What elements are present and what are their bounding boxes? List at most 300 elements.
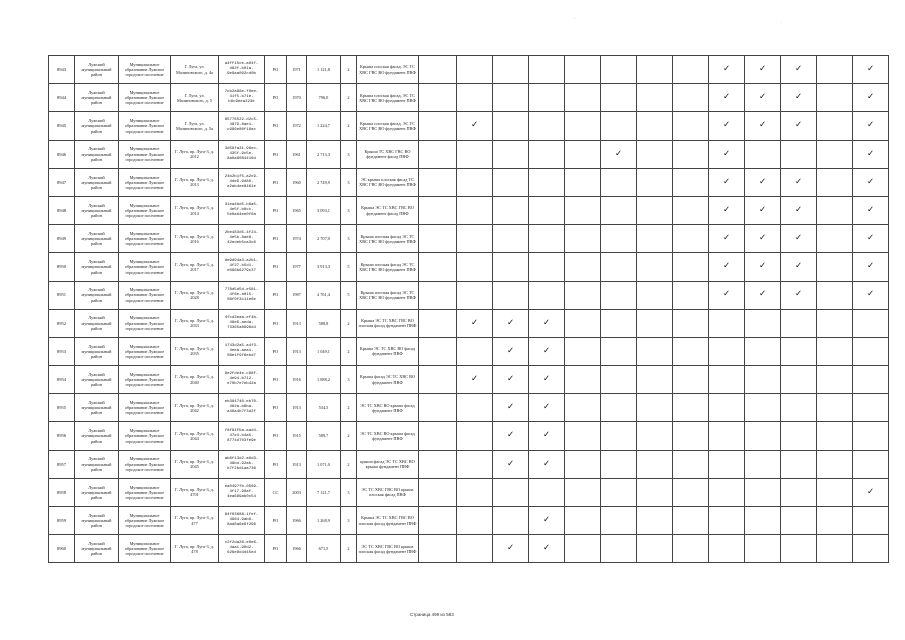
area-cell: 1 121,8 bbox=[307, 56, 341, 84]
row-number: 8947 bbox=[49, 168, 75, 196]
checkmark-cell bbox=[565, 422, 601, 450]
table-row bbox=[49, 225, 889, 253]
floors-cell: 2 bbox=[341, 112, 357, 140]
building-id-cell: de9d94a3-a2b1-4f27-b5d1-e086b6279c37 bbox=[219, 253, 265, 281]
works-list-cell: ЭС ТС ХВС ГВС ВО крыша плоская фасад фундамент ПВФ bbox=[357, 535, 419, 563]
build-year-cell: 1915 bbox=[287, 422, 307, 450]
building-id-cell: a4ff15ce-a04f-482f-b01a-9e9aa092cd0b bbox=[219, 56, 265, 84]
fund-form-cell: РО bbox=[265, 281, 287, 309]
table-row bbox=[49, 450, 889, 478]
row-number: 8946 bbox=[49, 140, 75, 168]
floors-cell: 5 bbox=[341, 253, 357, 281]
build-year-cell: 1974 bbox=[287, 225, 307, 253]
area-cell: 671,5 bbox=[307, 535, 341, 563]
checkmark-cell: ✓ bbox=[853, 253, 889, 281]
build-year-cell: 1966 bbox=[287, 507, 307, 535]
fund-form-cell: РО bbox=[265, 140, 287, 168]
checkmark-cell bbox=[673, 84, 709, 112]
table-row bbox=[49, 196, 889, 224]
checkmark-cell bbox=[673, 366, 709, 394]
checkmark-cell bbox=[637, 253, 673, 281]
area-cell: 589,7 bbox=[307, 422, 341, 450]
fund-form-cell: РО bbox=[265, 366, 287, 394]
checkmark-cell bbox=[565, 84, 601, 112]
build-year-cell: 1961 bbox=[287, 140, 307, 168]
checkmark-cell bbox=[529, 140, 565, 168]
settlement-cell: Муниципальное образование Лужское городское поселение bbox=[119, 168, 171, 196]
checkmark-cell: ✓ bbox=[601, 140, 637, 168]
checkmark-cell bbox=[419, 535, 457, 563]
checkmark-cell bbox=[565, 394, 601, 422]
build-year-cell: 2003 bbox=[287, 478, 307, 506]
checkmark-cell: ✓ bbox=[493, 337, 529, 365]
checkmark-cell bbox=[817, 309, 853, 337]
checkmark-cell bbox=[853, 450, 889, 478]
works-list-cell: Крыша плоская фасад, ЭС ТС ХВС ГВС ВО фундамент ПВФ bbox=[357, 112, 419, 140]
district-cell: Лужский муниципальный район bbox=[75, 168, 119, 196]
checkmark-cell bbox=[745, 394, 781, 422]
floors-cell: 3 bbox=[341, 196, 357, 224]
checkmark-cell bbox=[419, 422, 457, 450]
table-row bbox=[49, 337, 889, 365]
fund-form-cell: РО bbox=[265, 225, 287, 253]
fund-form-cell: РО bbox=[265, 253, 287, 281]
build-year-cell: 1913 bbox=[287, 450, 307, 478]
scan-mark: · bbox=[574, 16, 576, 22]
checkmark-cell bbox=[493, 56, 529, 84]
district-cell: Лужский муниципальный район bbox=[75, 84, 119, 112]
settlement-cell: Муниципальное образование Лужское городское поселение bbox=[119, 112, 171, 140]
checkmark-cell bbox=[565, 225, 601, 253]
table-row bbox=[49, 394, 889, 422]
table-row bbox=[49, 168, 889, 196]
building-id-cell: eb384740-eb70-462a-b6ba-a46a4b7f3d2f bbox=[219, 394, 265, 422]
checkmark-cell bbox=[745, 422, 781, 450]
settlement-cell: Муниципальное образование Лужское городское поселение bbox=[119, 196, 171, 224]
address-cell: Г. Луга, пр. Луга-3, д. 2013 bbox=[171, 168, 219, 196]
registry-table bbox=[48, 55, 889, 563]
checkmark-cell bbox=[745, 309, 781, 337]
checkmark-cell bbox=[853, 309, 889, 337]
row-number: 8954 bbox=[49, 366, 75, 394]
checkmark-cell: ✓ bbox=[709, 56, 745, 84]
checkmark-cell bbox=[673, 450, 709, 478]
checkmark-cell bbox=[637, 112, 673, 140]
checkmark-cell bbox=[745, 140, 781, 168]
checkmark-cell bbox=[817, 394, 853, 422]
checkmark-cell bbox=[781, 394, 817, 422]
checkmark-cell bbox=[709, 394, 745, 422]
checkmark-cell: ✓ bbox=[781, 225, 817, 253]
address-cell: Г. Луга, пр. Луга-3, д. 2016 bbox=[171, 225, 219, 253]
area-cell: 534,5 bbox=[307, 394, 341, 422]
checkmark-cell bbox=[709, 535, 745, 563]
scan-mark: · bbox=[780, 20, 782, 26]
checkmark-cell bbox=[457, 56, 493, 84]
fund-form-cell: РО bbox=[265, 84, 287, 112]
checkmark-cell bbox=[419, 112, 457, 140]
checkmark-cell bbox=[637, 281, 673, 309]
checkmark-cell bbox=[673, 422, 709, 450]
area-cell: 1 224,7 bbox=[307, 112, 341, 140]
checkmark-cell bbox=[673, 168, 709, 196]
works-list-cell: Крыша плоская фасад ЭС ТС ХВС ГВС ВО фундамент ПВФ bbox=[357, 253, 419, 281]
area-cell: 3 913,3 bbox=[307, 253, 341, 281]
checkmark-cell: ✓ bbox=[529, 450, 565, 478]
checkmark-cell bbox=[853, 337, 889, 365]
checkmark-cell bbox=[709, 309, 745, 337]
checkmark-cell bbox=[419, 84, 457, 112]
checkmark-cell bbox=[493, 225, 529, 253]
build-year-cell: 1913 bbox=[287, 337, 307, 365]
settlement-cell: Муниципальное образование Лужское городское поселение bbox=[119, 84, 171, 112]
table-row bbox=[49, 478, 889, 506]
build-year-cell: 1977 bbox=[287, 253, 307, 281]
area-cell: 7 121,7 bbox=[307, 478, 341, 506]
address-cell: Г. Луга, пр. Луга-3, д. 2042 bbox=[171, 394, 219, 422]
floors-cell: 3 bbox=[341, 168, 357, 196]
address-cell: Г. Луга, пр. Луга-3, д. 2017 bbox=[171, 253, 219, 281]
checkmark-cell bbox=[457, 281, 493, 309]
checkmark-cell: ✓ bbox=[853, 168, 889, 196]
checkmark-cell bbox=[457, 478, 493, 506]
checkmark-cell: ✓ bbox=[493, 309, 529, 337]
settlement-cell: Муниципальное образование Лужское городское поселение bbox=[119, 140, 171, 168]
settlement-cell: Муниципальное образование Лужское городское поселение bbox=[119, 253, 171, 281]
checkmark-cell bbox=[565, 56, 601, 84]
checkmark-cell bbox=[419, 168, 457, 196]
settlement-cell: Муниципальное образование Лужское городское поселение bbox=[119, 478, 171, 506]
settlement-cell: Муниципальное образование Лужское городское поселение bbox=[119, 535, 171, 563]
checkmark-cell: ✓ bbox=[529, 366, 565, 394]
build-year-cell: 1970 bbox=[287, 84, 307, 112]
row-number: 8953 bbox=[49, 337, 75, 365]
table-row bbox=[49, 84, 889, 112]
works-list-cell: Крыша фасад ЭС ТС ХВС ВО фундамент ПВФ bbox=[357, 366, 419, 394]
checkmark-cell: ✓ bbox=[745, 253, 781, 281]
checkmark-cell bbox=[709, 478, 745, 506]
building-id-cell: 3d59fa31-96ec-435f-9c5e-8a0a8084416d bbox=[219, 140, 265, 168]
checkmark-cell bbox=[565, 535, 601, 563]
row-number: 8955 bbox=[49, 394, 75, 422]
checkmark-cell bbox=[419, 140, 457, 168]
address-cell: Г. Луга, пр. Луга-3, д. 2045 bbox=[171, 450, 219, 478]
table-row bbox=[49, 366, 889, 394]
checkmark-cell bbox=[493, 253, 529, 281]
checkmark-cell bbox=[493, 478, 529, 506]
row-number: 8951 bbox=[49, 281, 75, 309]
area-cell: 1 049,1 bbox=[307, 337, 341, 365]
checkmark-cell: ✓ bbox=[529, 337, 565, 365]
building-id-cell: 7cb2a96e-f0ee-41f5-b71e-b9c9eea223e bbox=[219, 84, 265, 112]
checkmark-cell bbox=[601, 56, 637, 84]
checkmark-cell: ✓ bbox=[529, 507, 565, 535]
checkmark-cell bbox=[673, 281, 709, 309]
checkmark-cell bbox=[673, 309, 709, 337]
checkmark-cell bbox=[745, 535, 781, 563]
district-cell: Лужский муниципальный район bbox=[75, 281, 119, 309]
checkmark-cell: ✓ bbox=[745, 168, 781, 196]
row-number: 8959 bbox=[49, 507, 75, 535]
checkmark-cell bbox=[745, 450, 781, 478]
checkmark-cell bbox=[529, 478, 565, 506]
checkmark-cell bbox=[817, 450, 853, 478]
checkmark-cell: ✓ bbox=[745, 84, 781, 112]
checkmark-cell bbox=[457, 450, 493, 478]
checkmark-cell: ✓ bbox=[529, 309, 565, 337]
checkmark-cell: ✓ bbox=[709, 225, 745, 253]
checkmark-cell: ✓ bbox=[853, 478, 889, 506]
district-cell: Лужский муниципальный район bbox=[75, 56, 119, 84]
district-cell: Лужский муниципальный район bbox=[75, 309, 119, 337]
works-list-cell: крыша фасад ЭС ТС ХВС ВО крыша фундамент ПВФ bbox=[357, 450, 419, 478]
checkmark-cell bbox=[745, 366, 781, 394]
checkmark-cell bbox=[637, 478, 673, 506]
checkmark-cell bbox=[817, 168, 853, 196]
checkmark-cell: ✓ bbox=[853, 140, 889, 168]
checkmark-cell bbox=[673, 337, 709, 365]
checkmark-cell bbox=[601, 84, 637, 112]
checkmark-cell bbox=[853, 535, 889, 563]
checkmark-cell: ✓ bbox=[529, 535, 565, 563]
checkmark-cell bbox=[565, 253, 601, 281]
checkmark-cell bbox=[493, 196, 529, 224]
address-cell: Г. Луга, пр. Луга-3, д. 2033 bbox=[171, 309, 219, 337]
checkmark-cell bbox=[565, 281, 601, 309]
checkmark-cell: ✓ bbox=[709, 281, 745, 309]
district-cell: Лужский муниципальный район bbox=[75, 422, 119, 450]
checkmark-cell bbox=[419, 253, 457, 281]
checkmark-cell bbox=[817, 84, 853, 112]
address-cell: Г. Луга, пр. Луга-3, д. 4701 bbox=[171, 478, 219, 506]
settlement-cell: Муниципальное образование Лужское городское поселение bbox=[119, 507, 171, 535]
building-id-cell: 24b2b1f5-a2c9-4de9-9d80-e2ab4ee8461e bbox=[219, 168, 265, 196]
building-id-cell: f8f84fba-aad4-47e4-b4a5-8774d703fe9e bbox=[219, 422, 265, 450]
checkmark-cell bbox=[601, 478, 637, 506]
checkmark-cell bbox=[601, 196, 637, 224]
checkmark-cell bbox=[817, 366, 853, 394]
checkmark-cell: ✓ bbox=[781, 281, 817, 309]
district-cell: Лужский муниципальный район bbox=[75, 394, 119, 422]
district-cell: Лужский муниципальный район bbox=[75, 196, 119, 224]
building-id-cell: 31ea4bd5-b6a5-4e5f-b8cc-5e0ab4ee0f6a bbox=[219, 196, 265, 224]
checkmark-cell: ✓ bbox=[853, 84, 889, 112]
building-id-cell: ea0497fb-0569-4f17-90af-4ea689ab0c54 bbox=[219, 478, 265, 506]
checkmark-cell bbox=[673, 535, 709, 563]
checkmark-cell bbox=[637, 56, 673, 84]
works-list-cell: Крыша плоская фасад ЭС ТС ХВС ГВС ВО фундамент ПВФ bbox=[357, 281, 419, 309]
checkmark-cell bbox=[637, 422, 673, 450]
building-id-cell: 84f03688-1fef-4964-9ab6-8ad8a6e6f296 bbox=[219, 507, 265, 535]
area-cell: 4 761,4 bbox=[307, 281, 341, 309]
settlement-cell: Муниципальное образование Лужское городское поселение bbox=[119, 337, 171, 365]
checkmark-cell bbox=[457, 196, 493, 224]
checkmark-cell bbox=[565, 450, 601, 478]
checkmark-cell bbox=[493, 281, 529, 309]
checkmark-cell: ✓ bbox=[709, 253, 745, 281]
checkmark-cell: ✓ bbox=[781, 56, 817, 84]
checkmark-cell bbox=[565, 196, 601, 224]
checkmark-cell bbox=[601, 281, 637, 309]
address-cell: Г. Луга, пр. Луга-3, д. 2044 bbox=[171, 422, 219, 450]
floors-cell: 2 bbox=[341, 422, 357, 450]
checkmark-cell bbox=[565, 140, 601, 168]
checkmark-cell: ✓ bbox=[853, 56, 889, 84]
floors-cell: 5 bbox=[341, 281, 357, 309]
checkmark-cell bbox=[457, 84, 493, 112]
build-year-cell: 1971 bbox=[287, 56, 307, 84]
address-cell: Г. Луга, пр. Луга-3, д. 2028 bbox=[171, 281, 219, 309]
fund-form-cell: РО bbox=[265, 535, 287, 563]
checkmark-cell bbox=[529, 84, 565, 112]
row-number: 8944 bbox=[49, 84, 75, 112]
building-id-cell: 9e2fde4e-c98f-4e94-b712-e70b7e7eb42a bbox=[219, 366, 265, 394]
works-list-cell: Крыша ЭС ТС ХВС ГВС ВО фундамент фасад ПВФ bbox=[357, 196, 419, 224]
area-cell: 796,0 bbox=[307, 84, 341, 112]
checkmark-cell: ✓ bbox=[493, 422, 529, 450]
checkmark-cell: ✓ bbox=[457, 366, 493, 394]
row-number: 8948 bbox=[49, 196, 75, 224]
checkmark-cell: ✓ bbox=[709, 140, 745, 168]
checkmark-cell: ✓ bbox=[745, 225, 781, 253]
table-row bbox=[49, 140, 889, 168]
checkmark-cell bbox=[853, 507, 889, 535]
settlement-cell: Муниципальное образование Лужское городское поселение bbox=[119, 394, 171, 422]
works-list-cell: Крыша плоская фасад ЭС ТС ХВС ГВС ВО фундамент ПВФ bbox=[357, 225, 419, 253]
checkmark-cell bbox=[673, 478, 709, 506]
building-id-cell: 778d5d5d-e581-4f6e-a015-08f0f3c11e6e bbox=[219, 281, 265, 309]
address-cell: Г. Луга, пр. Луга-3, д. 2014 bbox=[171, 196, 219, 224]
checkmark-cell bbox=[781, 366, 817, 394]
checkmark-cell bbox=[781, 422, 817, 450]
checkmark-cell bbox=[565, 168, 601, 196]
build-year-cell: 1913 bbox=[287, 394, 307, 422]
fund-form-cell: СС bbox=[265, 478, 287, 506]
checkmark-cell bbox=[709, 450, 745, 478]
floors-cell: 3 bbox=[341, 225, 357, 253]
row-number: 8957 bbox=[49, 450, 75, 478]
checkmark-cell bbox=[601, 168, 637, 196]
checkmark-cell bbox=[637, 225, 673, 253]
address-cell: Г. Луга, ул. Малиновского, д. 5а bbox=[171, 112, 219, 140]
building-id-cell: 1743d2a5-a4f3-4eea-aea1-08e1f9f6ebd7 bbox=[219, 337, 265, 365]
floors-cell: 2 bbox=[341, 56, 357, 84]
checkmark-cell bbox=[673, 112, 709, 140]
checkmark-cell bbox=[457, 140, 493, 168]
checkmark-cell: ✓ bbox=[709, 84, 745, 112]
checkmark-cell bbox=[419, 450, 457, 478]
build-year-cell: 1966 bbox=[287, 535, 307, 563]
area-cell: 588,8 bbox=[307, 309, 341, 337]
checkmark-cell bbox=[565, 112, 601, 140]
checkmark-cell: ✓ bbox=[709, 196, 745, 224]
checkmark-cell bbox=[817, 535, 853, 563]
floors-cell: 2 bbox=[341, 394, 357, 422]
district-cell: Лужский муниципальный район bbox=[75, 478, 119, 506]
checkmark-cell: ✓ bbox=[853, 196, 889, 224]
row-number: 8960 bbox=[49, 535, 75, 563]
fund-form-cell: РО bbox=[265, 196, 287, 224]
checkmark-cell bbox=[601, 422, 637, 450]
fund-form-cell: РО bbox=[265, 337, 287, 365]
checkmark-cell bbox=[419, 309, 457, 337]
floors-cell: 2 bbox=[341, 535, 357, 563]
floors-cell: 2 bbox=[341, 337, 357, 365]
row-number: 8956 bbox=[49, 422, 75, 450]
checkmark-cell bbox=[853, 366, 889, 394]
checkmark-cell bbox=[673, 253, 709, 281]
checkmark-cell: ✓ bbox=[853, 112, 889, 140]
floors-cell: 3 bbox=[341, 507, 357, 535]
checkmark-cell bbox=[493, 507, 529, 535]
checkmark-cell bbox=[529, 196, 565, 224]
district-cell: Лужский муниципальный район bbox=[75, 253, 119, 281]
checkmark-cell bbox=[419, 225, 457, 253]
checkmark-cell: ✓ bbox=[781, 196, 817, 224]
checkmark-cell bbox=[457, 253, 493, 281]
checkmark-cell bbox=[565, 309, 601, 337]
checkmark-cell bbox=[817, 196, 853, 224]
row-number: 8943 bbox=[49, 56, 75, 84]
checkmark-cell bbox=[637, 535, 673, 563]
checkmark-cell bbox=[419, 337, 457, 365]
building-id-cell: ab6f13d2-a6d3-49bd-92ab-b7f2bd1aa736 bbox=[219, 450, 265, 478]
checkmark-cell bbox=[673, 196, 709, 224]
checkmark-cell bbox=[419, 366, 457, 394]
checkmark-cell: ✓ bbox=[529, 394, 565, 422]
checkmark-cell bbox=[601, 366, 637, 394]
checkmark-cell bbox=[637, 337, 673, 365]
checkmark-cell bbox=[817, 225, 853, 253]
build-year-cell: 1916 bbox=[287, 366, 307, 394]
checkmark-cell bbox=[817, 253, 853, 281]
address-cell: Г. Луга, пр. Луга-3, д. 478 bbox=[171, 535, 219, 563]
district-cell: Лужский муниципальный район bbox=[75, 366, 119, 394]
area-cell: 2 707,0 bbox=[307, 225, 341, 253]
row-number: 8949 bbox=[49, 225, 75, 253]
building-id-cell: 85776522-d2c5-4879-8ae1-c996e80f19ac bbox=[219, 112, 265, 140]
checkmark-cell: ✓ bbox=[745, 112, 781, 140]
checkmark-cell bbox=[673, 56, 709, 84]
checkmark-cell bbox=[817, 507, 853, 535]
fund-form-cell: РО bbox=[265, 309, 287, 337]
area-cell: 1 071,0 bbox=[307, 450, 341, 478]
registry-table-body bbox=[49, 56, 889, 563]
checkmark-cell bbox=[601, 112, 637, 140]
checkmark-cell: ✓ bbox=[457, 112, 493, 140]
district-cell: Лужский муниципальный район bbox=[75, 450, 119, 478]
settlement-cell: Муниципальное образование Лужское городское поселение bbox=[119, 281, 171, 309]
checkmark-cell bbox=[817, 337, 853, 365]
page-footer: Страница 499 из 583 bbox=[410, 612, 454, 617]
area-cell: 1 268,9 bbox=[307, 507, 341, 535]
checkmark-cell bbox=[781, 507, 817, 535]
checkmark-cell: ✓ bbox=[493, 535, 529, 563]
checkmark-cell bbox=[817, 422, 853, 450]
floors-cell: 3 bbox=[341, 478, 357, 506]
checkmark-cell: ✓ bbox=[529, 422, 565, 450]
table-row bbox=[49, 281, 889, 309]
building-id-cell: 4fcd3eaa-ef4b-48e6-aeda-73365a8996d4 bbox=[219, 309, 265, 337]
district-cell: Лужский муниципальный район bbox=[75, 337, 119, 365]
checkmark-cell bbox=[637, 84, 673, 112]
checkmark-cell bbox=[637, 196, 673, 224]
checkmark-cell bbox=[457, 168, 493, 196]
table-row bbox=[49, 309, 889, 337]
checkmark-cell bbox=[565, 366, 601, 394]
checkmark-cell: ✓ bbox=[781, 112, 817, 140]
checkmark-cell bbox=[781, 478, 817, 506]
